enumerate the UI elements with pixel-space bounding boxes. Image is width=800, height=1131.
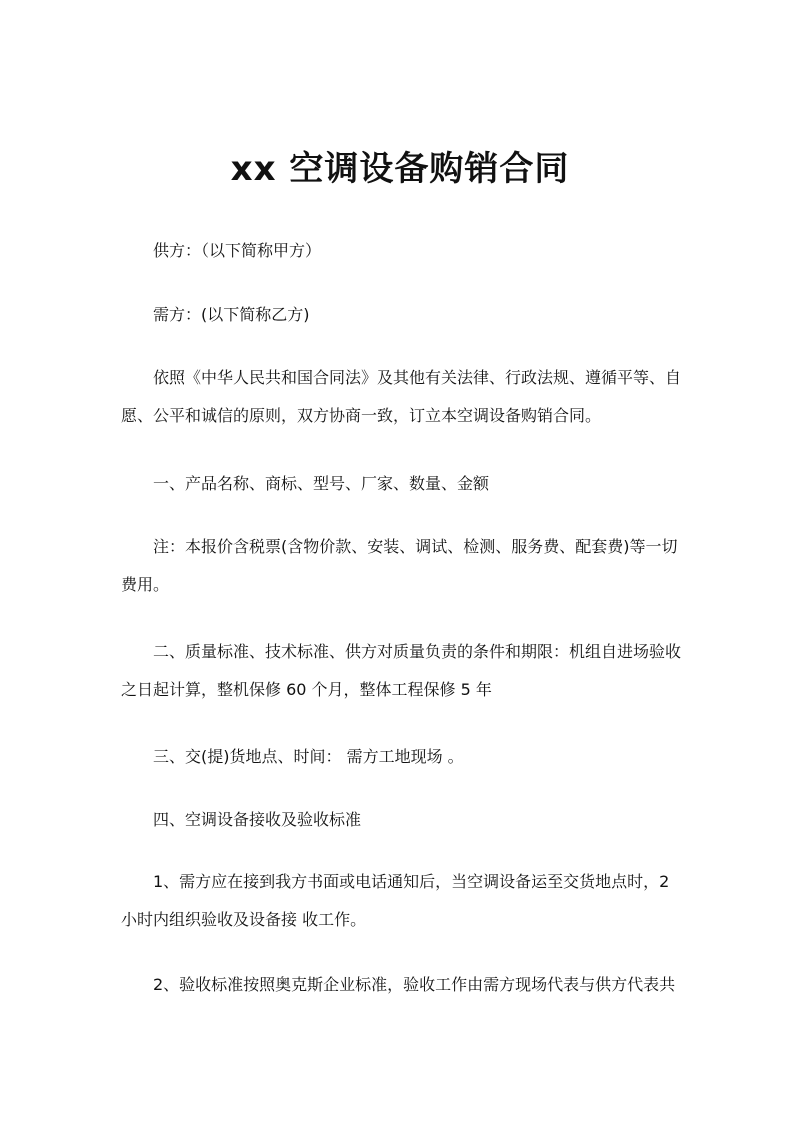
section-3-heading: 三、交(提)货地点、时间： 需方工地现场 。	[153, 747, 464, 766]
intro-paragraph: 依照《中华人民共和国合同法》及其他有关法律、行政法规、遵循平等、自 愿、公平和诚信的原则，双方协商一致，订立本空调设备购销合同。	[121, 368, 682, 425]
item-2-paragraph: 2、验收标准按照奥克斯企业标准，验收工作由需方现场代表与供方代表共	[153, 975, 676, 994]
item-1-paragraph: 1、需方应在接到我方书面或电话通知后，当空调设备运至交货地点时，2 小时内组织验收及设备接 收工作。	[121, 872, 670, 929]
note-paragraph: 注：本报价含税票(含物价款、安装、调试、检测、服务费、配套费)等一切 费用。	[121, 537, 678, 594]
section-2-paragraph: 二、质量标准、技术标准、供方对质量负责的条件和期限：机组自进场验收 之日起计算，整机保修 60 个月，整体工程保修 5 年	[121, 642, 682, 699]
section-4-heading: 四、空调设备接收及验收标准	[153, 810, 362, 829]
supplier-line: 供方：（以下简称甲方）	[153, 241, 322, 260]
contract-title: xx 空调设备购销合同	[230, 149, 570, 189]
section-1-heading: 一、产品名称、商标、型号、厂家、数量、金额	[153, 474, 490, 493]
buyer-line: 需方：(以下简称乙方)	[153, 305, 310, 324]
